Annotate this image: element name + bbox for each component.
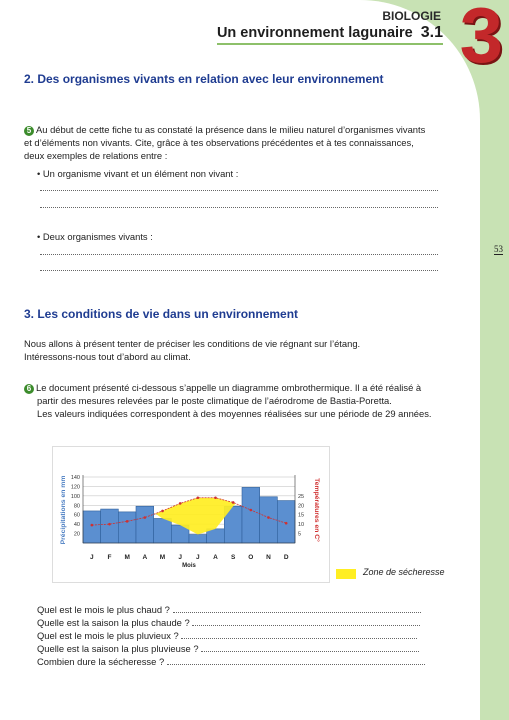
doc-line-2: partir des mesures relevées par le poste climatique de l’aérodrome de Bastia-Poretta. <box>37 395 392 406</box>
left-tick-label: 80 <box>73 503 80 510</box>
subject-label: BIOLOGIE <box>382 9 441 23</box>
right-tick-label: 20 <box>298 503 305 510</box>
answer-line[interactable] <box>201 644 419 652</box>
intro-line-2: Intéressons-nous tout d’abord au climat. <box>24 351 191 362</box>
section-2-title: 2. Des organismes vivants en relation avec leur environnement <box>24 72 384 86</box>
question-text: Quel est le mois le plus chaud ? <box>37 604 170 615</box>
question-text: Quel est le mois le plus pluvieux ? <box>37 630 179 641</box>
answer-line[interactable] <box>40 254 438 255</box>
section-number: 3.1 <box>420 24 443 41</box>
question-hottest-month <box>37 604 421 615</box>
question-text: Quelle est la saison la plus chaude ? <box>37 617 190 628</box>
right-tick-label: 25 <box>298 493 305 500</box>
month-label: O <box>248 554 254 561</box>
question-badge: 5 <box>24 126 34 136</box>
answer-line[interactable] <box>192 618 420 626</box>
bullet-two-living: • Deux organismes vivants : <box>37 231 153 242</box>
temperature-point <box>144 516 147 519</box>
question-rainiest-season <box>37 643 419 654</box>
left-tick-label: 100 <box>70 493 80 500</box>
doc-line-1 <box>24 381 454 394</box>
right-tick-label: 15 <box>298 512 305 519</box>
answer-line[interactable] <box>167 657 425 665</box>
chapter-title <box>217 24 443 45</box>
chapter-name: Un environnement lagunaire <box>216 25 413 41</box>
temperature-point <box>197 496 200 499</box>
precip-bar <box>136 506 154 543</box>
temperature-point <box>250 509 253 512</box>
instruction-text-1: Au début de cette fiche tu as constaté la présence dans le milieu naturel d’organismes vivants <box>36 124 426 135</box>
chapter-big-number: 3 <box>459 0 503 79</box>
month-label: J <box>90 554 94 561</box>
temperature-point <box>232 501 235 504</box>
bullet-living-nonliving: • Un organisme vivant et un élément non vivant : <box>37 168 239 179</box>
section-3-title: 3. Les conditions de vie dans un environnement <box>24 307 299 321</box>
left-tick-label: 20 <box>73 531 80 538</box>
month-label: S <box>230 554 236 561</box>
temperature-point <box>161 510 164 513</box>
question-drought-length <box>37 656 425 667</box>
drought-legend-swatch <box>336 569 356 579</box>
left-axis-title: Précipitations en mm <box>60 475 67 545</box>
right-tick-label: 10 <box>298 522 305 529</box>
temperature-point <box>285 522 288 525</box>
temperature-point <box>267 516 270 519</box>
ombrothermic-chart <box>53 447 329 582</box>
ombrothermic-chart-box <box>52 446 330 583</box>
month-label: M <box>159 554 166 561</box>
left-tick-label: 40 <box>73 522 80 529</box>
left-tick-label: 60 <box>73 512 80 519</box>
temperature-point <box>179 502 182 505</box>
month-label: M <box>124 554 130 561</box>
precip-bar <box>277 501 295 543</box>
page-number: 53 <box>494 244 503 254</box>
month-label: A <box>142 554 148 561</box>
section-3-intro <box>24 337 454 363</box>
precip-bar <box>189 535 207 543</box>
answer-line[interactable] <box>40 270 438 271</box>
precip-bar <box>118 512 136 543</box>
doc-text-1: Le document présenté ci-dessous s’appelle un diagramme ombrothermique. Il a été réalisé à <box>36 382 422 393</box>
precip-bar <box>101 509 119 543</box>
question-hottest-season <box>37 617 420 628</box>
temperature-point <box>126 520 129 523</box>
instruction-line-1 <box>24 123 454 136</box>
precip-bar <box>83 511 101 543</box>
temperature-point <box>108 523 111 526</box>
question-text: Quelle est la saison la plus pluvieuse ? <box>37 643 199 654</box>
left-tick-label: 120 <box>70 484 80 491</box>
month-label: D <box>283 554 289 561</box>
precip-bar <box>207 529 225 543</box>
precip-bar <box>242 487 260 543</box>
instruction-line-3: deux exemples de relations entre : <box>24 150 168 161</box>
question-text: Combien dure la sécheresse ? <box>37 656 165 667</box>
temperature-point <box>214 496 217 499</box>
answer-line[interactable] <box>40 190 438 191</box>
answer-line[interactable] <box>40 207 438 208</box>
question-badge: 6 <box>24 384 34 394</box>
month-label: J <box>178 554 182 561</box>
answer-line[interactable] <box>173 605 421 613</box>
section-2-instruction <box>24 123 454 162</box>
month-label: N <box>266 554 271 561</box>
month-label: J <box>196 554 200 561</box>
right-axis-title: Températures en C° <box>313 478 320 542</box>
month-label: F <box>107 554 112 561</box>
left-tick-label: 140 <box>70 475 80 481</box>
document-description <box>24 381 454 420</box>
answer-line[interactable] <box>181 631 417 639</box>
precip-bar <box>154 518 172 543</box>
month-label: A <box>213 554 218 561</box>
intro-line-1: Nous allons à présent tenter de préciser les conditions de vie régnant sur l’étang. <box>24 338 361 349</box>
temperature-point <box>91 524 94 527</box>
right-tick-label: 5 <box>298 531 302 538</box>
instruction-line-2: et d’éléments non vivants. Cite, grâce à tes observations précédentes et à tes connaissances, <box>24 137 414 148</box>
precip-bar <box>260 497 278 543</box>
doc-line-3: Les valeurs indiquées correspondent à des moyennes réalisées sur une période de 29 années. <box>37 408 432 419</box>
question-rainiest-month <box>37 630 417 641</box>
drought-legend-label: Zone de sécheresse <box>363 567 445 577</box>
x-axis-label: Mois <box>182 563 196 569</box>
